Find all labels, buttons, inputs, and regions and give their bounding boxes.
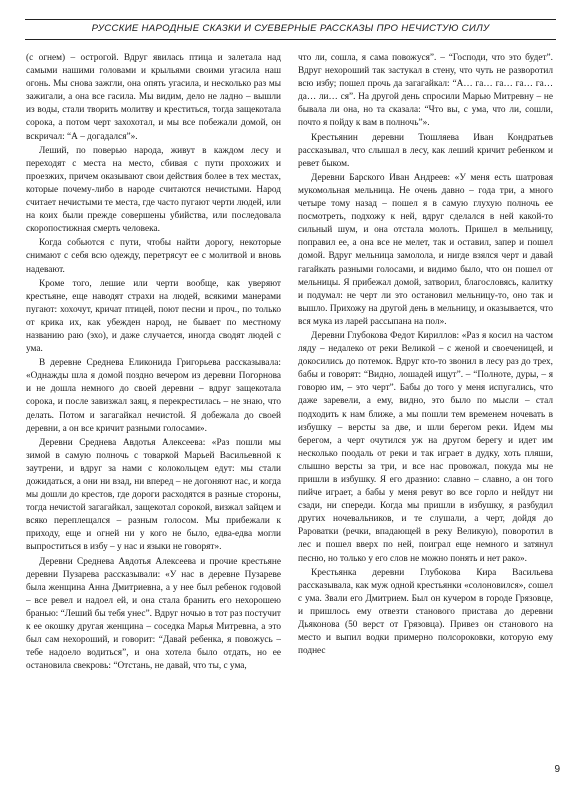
left-text-column xyxy=(26,52,281,757)
right-text-column xyxy=(298,52,553,757)
header-top-rule xyxy=(25,19,556,20)
paragraph: В деревне Среднева Еликонида Григорьева рассказывала: «Однажды шла я домой поздно вечером из деревни Погорнова и не дошла немного до своей деревни – вдруг защекотала сорока, и после завизжал заяц, я перекрестилась – не знаю, что делать. Потом и загагайкал нечистой. Я добежала до своей деревни, а он все кричит разными голосами». xyxy=(26,358,281,434)
paragraph: Деревни Барского Иван Андреев: «У меня есть шатровая мукомольная мельница. Не очень давно – года три, а много четыре тому назад – пошел я в самую глухую полночь ее посмотреть, подхожу к ней, вдруг сделался в ней какой-то сильный шум, и она отстала молоть. Пришел в мельницу, поправил ее, а она все не мелет, так и оставил, запер и пошел домой. Вдруг мельница замолола, и нигде взялся черт и давай гагайкать разными голосами, и видимо было, что он пошел от мельницы. Я прибежал домой, затворил, благословясь, калитку и подумал: не черт ли это остановил мельницу-то, оно так и вышло. Прихожу на другой день в мельницу, и оказывается, что вся мука из ларей рассыпана на пол». xyxy=(298,172,553,327)
paragraph: Деревни Глубокова Федот Кириллов: «Раз я косил на частом ляду – недалеко от реки Великой – с женой и своеченицей, и докосились до потемок. Вдруг кто-то звонил в лесу раз до трех, бабы и говорят: “Видно, лошадей ищут”. – “Полноте, дуры, – я говорю им, – это черт”. Бабы до того у меня испугались, что даже заревели, а ему, видно, это было по мысли – стал подходить к нам ближе, а мы пошли тем временем ночевать в избушку – версты за две, и шли берегом реки. Идем мы берегом, а черт очутился уж на другом берегу и идет им несколько поодаль от реки и так играет в дудку, хоть пляши, слышно версты за три, и все нас провожал, покуда мы не пришли в избушку. Я его дразнио: славно – славно, а он того пийче играет, а бабы у меня ревут во все горло и нейдут ни сзади, ни спереди. Когда мы пришли в избушку, я разбудил других ночевальников, и те слушали, а черт, дойдя до Рароватки (речки, впадающей в реку Великую), поворотил в лес и пошел вверх по ней, поиграл еще немного и затянул песню, но только у его слов не можно понять и нет рако». xyxy=(298,330,553,564)
paragraph: что ли, сошла, я сама повожуся”. – “Господи, что это будет”. Вдруг нехороший так застукал в стену, что чуть не разворотил всю избу; пошел прочь да загагайкал: “А… га… га… га… га… да… ли… ся”. На другой день спросили Марью Митревну – не бывала ли она, но та сказала: “Что вы, с ума, что ли, сошли, почто я пойду к вам в полночь”». xyxy=(298,53,553,129)
paragraph: Крестьянка деревни Глубокова Кира Васильева рассказывала, как муж одной крестьянки «солоновился», сошел с ума. Звали его Дмитрием. Был он кучером в городе Грязовце, и пришлось ему отвезти станового пристава до деревни Дьяконова (50 верст от Грязовца). Привез он станового на место и выпил водки примерно полсороковки, которую ему поднес xyxy=(298,567,553,657)
paragraph: Деревни Среднева Авдотья Алексеева и прочие крестьяне деревни Пузарева рассказывали: «У нас в деревне Пузареве была женщина Анна Дмитриевна, а у нее был ребенок годовой – все ревел и надоел ей, и она стала бранить его нехорошею бранью: “Леший бы тебя унес”. Вдруг ночью в тот раз постучит к ее окошку другая женщина – соседка Марья Митревна, а это был сам нехороший, и говорит: “Давай ребенка, я повожусь – тебе надоело водиться”, и она хотела было отдать, но ее остановила свекровь: “Отстань, не давай, что ты, с ума, xyxy=(26,556,281,672)
paragraph: Когда собьются с пути, чтобы найти дорогу, некоторые снимают с себя всю одежду, перетрясут ее с молитвой и вновь надевают. xyxy=(26,238,281,275)
paragraph: (с огнем) – острогой. Вдруг явилась птица и залетала над самыми нашими головами и крыльями своими угасила наш огонь. Мы снова зажгли, она опять угасила, и несколько раз мы зажигали, а она все гасила. Мы видим, дело не ладно – вышли из воды, стали творить молитву и креститься, тогда защекотала сорока, а потом черт захохотал, и мы все побежали домой, он вскричал: “А – догадался”». xyxy=(26,53,281,142)
paragraph: Кроме того, лешие или черти вообще, как уверяют крестьяне, еще наводят страхи на людей, всякими манерами пугают: хохочут, кричат птицей, поют песни и проч., по только от крика их, как убежден народ, не бывает по местному названию раю (эхо), и даже случается, иногда сводят людей с ума. xyxy=(26,278,281,355)
running-header: РУССКИЕ НАРОДНЫЕ СКАЗКИ И СУЕВЕРНЫЕ РАССКАЗЫ ПРО НЕЧИСТУЮ СИЛУ xyxy=(91,23,490,34)
paragraph: Леший, по поверью народа, живут в каждом лесу и переходят с места на место, сбивая с пути прохожих и проезжих, причем оказывают свои действия более в тех местах, которые почему-либо в народе считаются нечистыми. Народ считает нечистыми те места, где часто пугают черти людей, или на коих были прежде совершены убийства, или последовала скоропостижная смерть человека. xyxy=(26,145,281,235)
paragraph: Крестьянин деревни Тюшляева Иван Кондратьев рассказывал, что слышал в лесу, как леший кричит ребенком и ревет быком. xyxy=(298,132,553,169)
page-number: 9 xyxy=(554,764,560,775)
paragraph: Деревни Среднева Авдотья Алексеева: «Раз пошли мы зимой в самую полночь с товаркой Марьей Васильевной к заутрени, и вдруг за нами с колокольцем едут: мы стали дожидаться, а они ни взад, ни вперед – не догоняют нас, и когда мы дошли до крестов, где дороги расходятся в разные стороны, тогда нечистой загагайкал, защекотал сорокой, визжал зайцем и всяко переплещался – разным голосом. Мы прибежали к приходу, еще и огней ни у кого не было, едва-едва могли выпроститься в избу – у нас и языки не говорят». xyxy=(26,437,281,553)
header-bottom-rule xyxy=(25,39,556,40)
